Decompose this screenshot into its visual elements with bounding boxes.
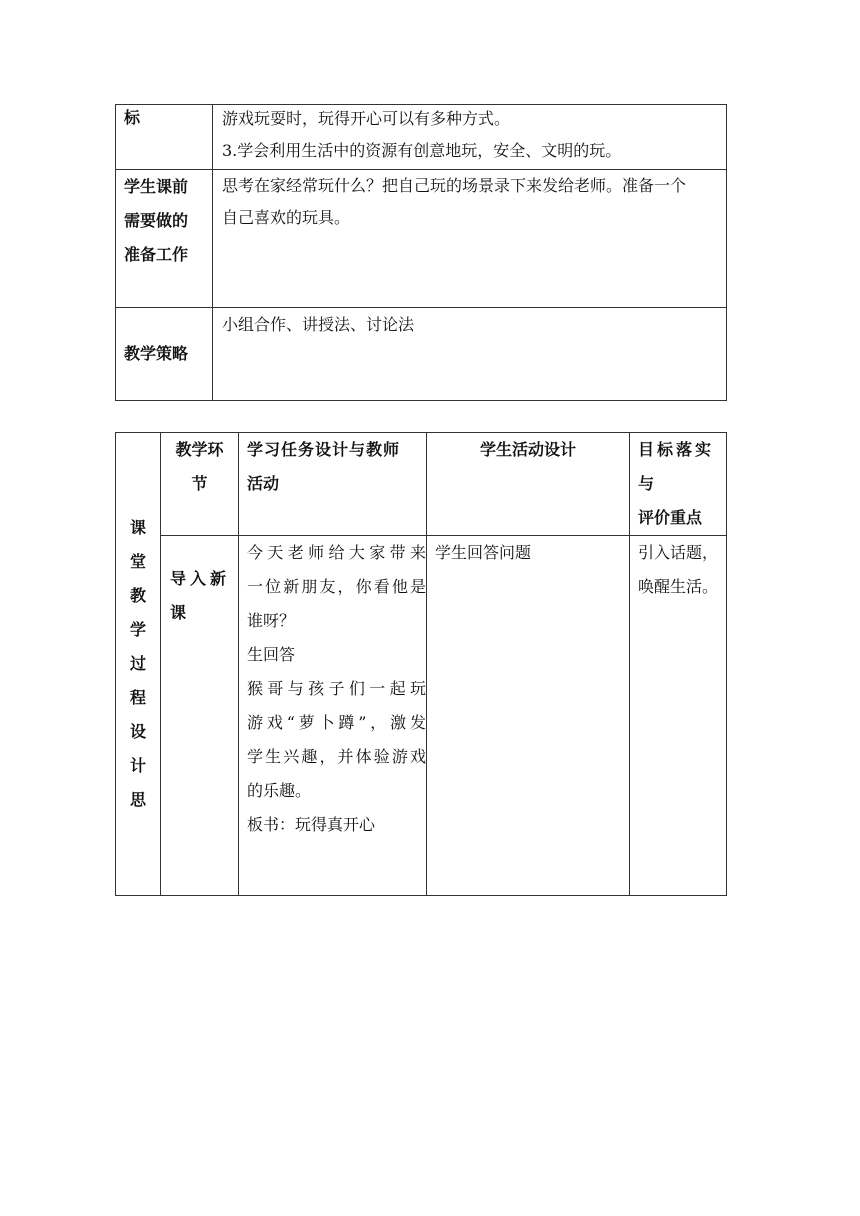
- stage-cell: [161, 536, 239, 896]
- objective-label-cell: [116, 105, 213, 170]
- stage-line: 导入新: [170, 569, 231, 588]
- process-table: [115, 432, 727, 896]
- task-line: 学生兴趣，并体验游戏: [247, 747, 426, 766]
- side-char: 教: [129, 586, 146, 605]
- strategy-row: [116, 308, 727, 401]
- preparation-label-line: 准备工作: [124, 245, 189, 264]
- strategy-value-cell: [213, 308, 727, 401]
- goal-cell: [630, 536, 727, 896]
- goal-header: [630, 433, 727, 536]
- preparation-label-line: 学生课前: [124, 177, 189, 196]
- info-table: [115, 104, 727, 401]
- objective-label: 标: [124, 108, 141, 127]
- preparation-line: 思考在家经常玩什么？把自己玩的场景录下来发给老师。准备一个: [222, 176, 687, 195]
- activity-header-text: 学生活动设计: [479, 440, 576, 459]
- goal-header-line: 评价重点: [638, 508, 703, 527]
- side-label-cell: [116, 433, 161, 896]
- preparation-row: [116, 170, 727, 308]
- task-line: 猴哥与孩子们一起玩: [247, 679, 426, 698]
- side-char: 堂: [129, 552, 146, 571]
- task-line: 今天老师给大家带来: [247, 543, 426, 562]
- objective-value-cell: [213, 105, 727, 170]
- strategy-label: 教学策略: [124, 344, 189, 363]
- stage-header-line: 节: [191, 474, 208, 493]
- stage-line: 课: [170, 603, 187, 622]
- preparation-label-cell: [116, 170, 213, 308]
- process-row: [116, 536, 727, 896]
- task-line: 的乐趣。: [247, 781, 312, 800]
- side-char: 过: [129, 654, 146, 673]
- task-header-line: 活动: [247, 474, 280, 493]
- task-header-line: 学习任务设计与教师: [247, 440, 401, 459]
- side-char: 思: [129, 790, 146, 809]
- process-header-row: [116, 433, 727, 536]
- goal-header-line: 与: [638, 474, 655, 493]
- side-char: 计: [129, 756, 146, 775]
- side-char: 课: [129, 518, 146, 537]
- goal-line: 唤醒生活。: [638, 577, 719, 596]
- task-line: 板书：玩得真开心: [247, 815, 376, 834]
- task-line: 谁呀？: [247, 611, 296, 630]
- side-char: 设: [129, 722, 146, 741]
- strategy-label-cell: [116, 308, 213, 401]
- preparation-line: 自己喜欢的玩具。: [222, 208, 351, 227]
- objective-row: [116, 105, 727, 170]
- stage-header: [161, 433, 239, 536]
- preparation-value-cell: [213, 170, 727, 308]
- activity-header: [427, 433, 630, 536]
- stage-header-line: 教学环: [175, 440, 224, 459]
- task-line: 生回答: [247, 645, 296, 664]
- activity-cell: [427, 536, 630, 896]
- preparation-label-line: 需要做的: [124, 211, 189, 230]
- side-char: 学: [129, 620, 146, 639]
- goal-line: 引入话题，: [638, 543, 719, 562]
- goal-header-line: 目标落实: [638, 440, 715, 459]
- side-char: 程: [129, 688, 146, 707]
- task-line: 游戏“萝卜蹲”，激发: [247, 713, 426, 732]
- task-line: 一位新朋友，你看他是: [247, 577, 426, 596]
- objective-line: 3.学会利用生活中的资源有创意地玩，安全、文明的玩。: [222, 141, 622, 160]
- activity-text: 学生回答问题: [435, 543, 532, 562]
- objective-line: 游戏玩耍时，玩得开心可以有多种方式。: [222, 109, 511, 128]
- task-cell: [239, 536, 427, 896]
- task-header: [239, 433, 427, 536]
- strategy-value: 小组合作、讲授法、讨论法: [222, 315, 415, 334]
